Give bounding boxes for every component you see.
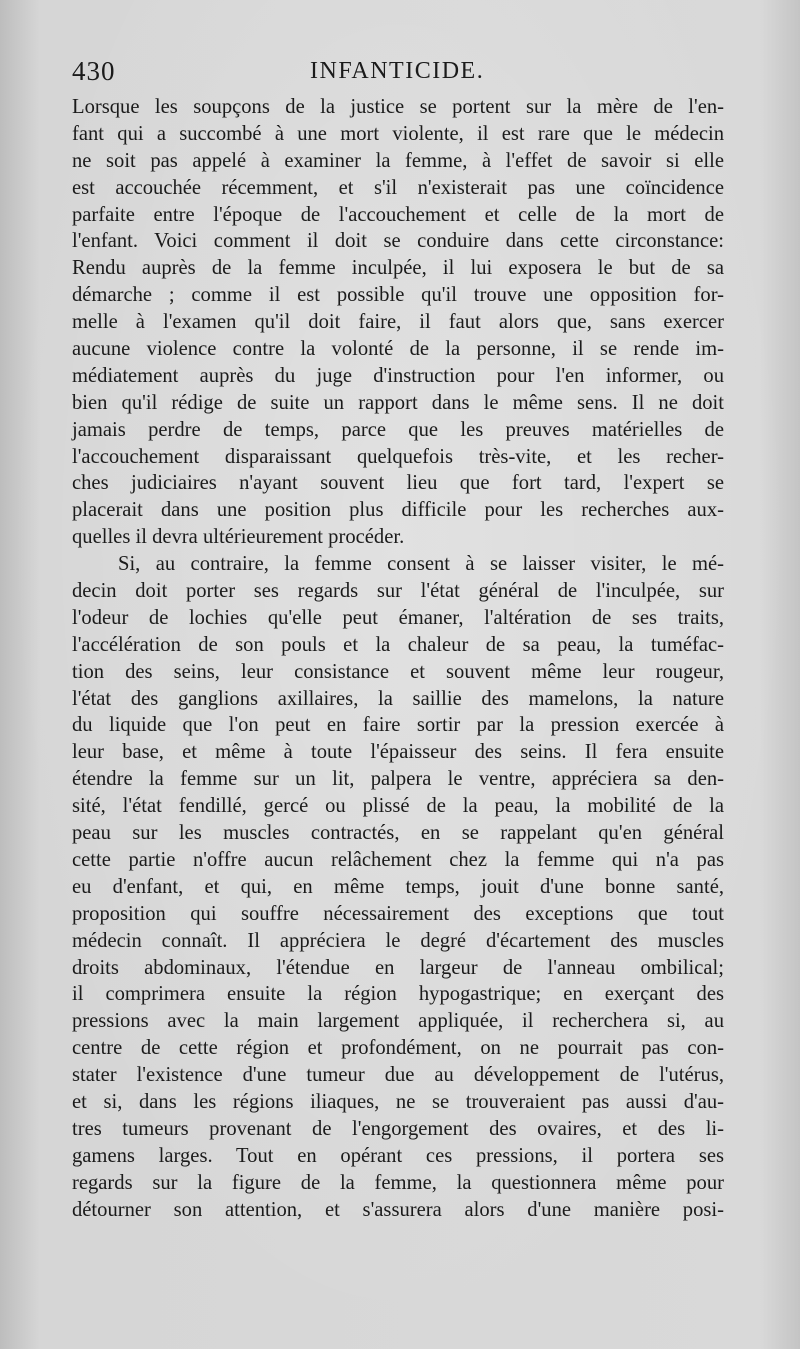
text-line: Rendu auprès de la femme inculpée, il lui exposera le but de sa — [72, 257, 724, 280]
text-line: centre de cette région et profondément, on ne pourrait pas con- — [72, 1037, 724, 1060]
text-line: bien qu'il rédige de suite un rapport dans le même sens. Il ne doit — [72, 391, 724, 414]
paragraph-1 — [72, 94, 724, 551]
text-line: étendre la femme sur un lit, palpera le ventre, appréciera sa den- — [72, 768, 724, 791]
text-line: médecin connaît. Il appréciera le degré d'écartement des muscles — [72, 929, 724, 952]
page-header — [72, 56, 722, 92]
text-line: tion des seins, leur consistance et souvent même leur rougeur, — [72, 660, 724, 683]
text-line: melle à l'examen qu'il doit faire, il faut alors que, sans exercer — [72, 311, 724, 334]
text-line: l'accouchement disparaissant quelquefois très-vite, et les recher- — [72, 445, 724, 468]
text-line: démarche ; comme il est possible qu'il trouve une opposition for- — [72, 284, 724, 307]
text-line: sité, l'état fendillé, gercé ou plissé de la peau, la mobilité de la — [72, 795, 724, 818]
text-line: peau sur les muscles contractés, en se rappelant qu'en général — [72, 822, 724, 845]
text-line: placerait dans une position plus difficile pour les recherches aux- — [72, 499, 724, 522]
text-line: gamens larges. Tout en opérant ces pressions, il portera ses — [72, 1144, 724, 1167]
text-line: Lorsque les soupçons de la justice se portent sur la mère de l'en- — [72, 96, 724, 118]
text-line: quelles il devra ultérieurement procéder. — [72, 526, 405, 549]
text-line: il comprimera ensuite la région hypogastrique; en exerçant des — [72, 983, 724, 1006]
text-line: decin doit porter ses regards sur l'état général de l'inculpée, sur — [72, 580, 724, 603]
text-line: pressions avec la main largement appliquée, il recherchera si, au — [72, 1010, 724, 1033]
text-line: parfaite entre l'époque de l'accouchement et celle de la mort de — [72, 203, 724, 226]
text-line: jamais perdre de temps, parce que les preuves matérielles de — [72, 418, 724, 441]
text-line: médiatement auprès du juge d'instruction pour l'en informer, ou — [72, 364, 724, 387]
text-line: leur base, et même à toute l'épaisseur des seins. Il fera ensuite — [72, 741, 724, 764]
body-text — [72, 94, 724, 1223]
text-line: Si, au contraire, la femme consent à se laisser visiter, le mé- — [118, 553, 724, 576]
text-line: détourner son attention, et s'assurera alors d'une manière posi- — [72, 1198, 724, 1221]
text-line: aucune violence contre la volonté de la personne, il se rende im- — [72, 338, 724, 361]
text-line: ches judiciaires n'ayant souvent lieu que fort tard, l'expert se — [72, 472, 724, 495]
text-line: l'accélération de son pouls et la chaleur de sa peau, la tuméfac- — [72, 633, 724, 656]
text-line: droits abdominaux, l'étendue en largeur de l'anneau ombilical; — [72, 956, 724, 979]
text-line: ne soit pas appelé à examiner la femme, à l'effet de savoir si elle — [72, 149, 724, 172]
text-line: du liquide que l'on peut en faire sortir par la pression exercée à — [72, 714, 724, 737]
running-title: INFANTICIDE. — [310, 58, 485, 84]
text-line: l'état des ganglions axillaires, la saillie des mamelons, la nature — [72, 687, 724, 710]
page-number: 430 — [72, 56, 116, 86]
text-line: proposition qui souffre nécessairement des exceptions que tout — [72, 902, 724, 925]
text-line: est accouchée récemment, et s'il n'existerait pas une coïncidence — [72, 176, 724, 199]
text-line: fant qui a succombé à une mort violente, il est rare que le médecin — [72, 122, 724, 145]
text-line: eu d'enfant, et qui, en même temps, jouit d'une bonne santé, — [72, 875, 724, 898]
text-line: regards sur la figure de la femme, la questionnera même pour — [72, 1171, 724, 1194]
text-line: l'enfant. Voici comment il doit se conduire dans cette circonstance: — [72, 230, 724, 253]
text-line: et si, dans les régions iliaques, ne se trouveraient pas aussi d'au- — [72, 1090, 724, 1113]
paragraph-2 — [72, 551, 724, 1223]
text-line: l'odeur de lochies qu'elle peut émaner, l'altération de ses traits, — [72, 606, 724, 629]
text-line: tres tumeurs provenant de l'engorgement des ovaires, et des li- — [72, 1117, 724, 1140]
text-line: cette partie n'offre aucun relâchement chez la femme qui n'a pas — [72, 848, 724, 871]
text-line: stater l'existence d'une tumeur due au développement de l'utérus, — [72, 1064, 724, 1087]
